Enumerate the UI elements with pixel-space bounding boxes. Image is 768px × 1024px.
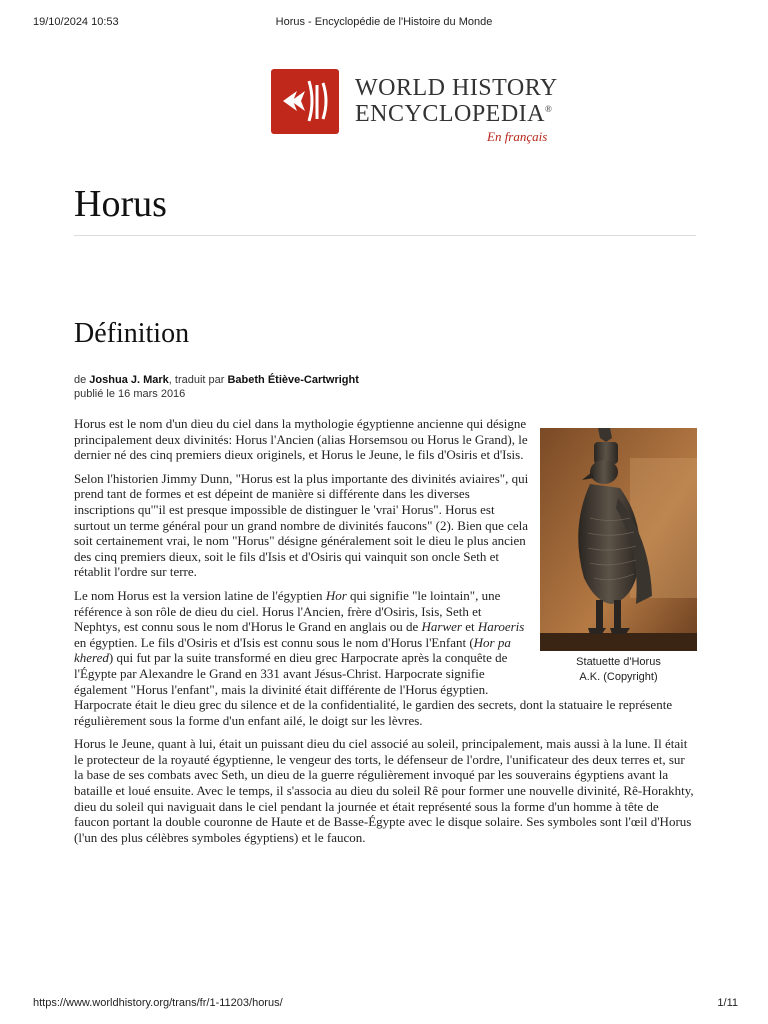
- byline-authors: [74, 373, 359, 387]
- author-link[interactable]: Joshua J. Mark: [89, 374, 169, 386]
- section-heading: Définition: [74, 318, 190, 349]
- paragraph-2: Selon l'historien Jimmy Dunn, "Horus est la plus importante des divinités aviaires", qui prend tant de formes et est dépeint de manière si différente dans les diverses inscriptions qu'"il est presque impossible de distinguer le 'vrai' Horus". Horus est surtout un terme général pour un grand nombre de divinités faucons" (2). Bien que cela soit certainement vrai, le nom "Horus" désigne généralement soit le dieu le plus ancien des cinq premiers dieux, soit le fils d'Isis et d'Osiris qui vainquit son oncle Seth et rétablit l'ordre sur terre.: [74, 470, 529, 580]
- page-url: https://www.worldhistory.org/trans/fr/1-11203/horus/: [33, 997, 283, 1009]
- print-header: [0, 12, 768, 28]
- byline: [74, 373, 359, 401]
- paragraph-3-part-1: Le nom Horus est la version latine de l'égyptien: [74, 587, 326, 603]
- logo-line-2: [355, 101, 552, 128]
- page-number: 1/11: [717, 997, 738, 1009]
- paragraph-3-part-3: et: [461, 619, 478, 635]
- registered-mark: ®: [545, 104, 553, 114]
- paragraph-3: [74, 588, 697, 728]
- article-body: [74, 416, 697, 853]
- caption-title: Statuette d'Horus: [576, 656, 661, 668]
- term-harwer: Harwer: [421, 619, 462, 635]
- whe-logo-icon: [271, 69, 339, 134]
- term-haroeris: Haroeris: [477, 619, 525, 635]
- paragraph-4: Horus le Jeune, quant à lui, était un puissant dieu du ciel associé au soleil, principalement, mais aussi à la lune. Il était le protecteur de la royauté égyptienne, le vengeur des torts, le défenseur de l'ordre, l'unificateur des deux terres et, sur la base de ses combats avec Seth, un dieu de la guerre régulièrement invoqué par les souverains égyptiens avant la bataille et loué ensuite. Avec le temps, il s'associa au dieu du soleil Rê pour former une nouvelle divinité, Rê-Horakhty, dieu du soleil qui naviguait dans le ciel pendant la journée et était représenté sous la forme d'un homme à tête de faucon portant la double couronne de Haute et de Basse-Égypte avec le disque solaire. Ses symboles sont l'œil d'Horus (l'un des plus célèbres symboles égyptiens) et le faucon.: [74, 736, 694, 845]
- page-title: Horus: [74, 183, 167, 225]
- logo-line-2-text: ENCYCLOPEDIA: [355, 101, 545, 127]
- published-date: publié le 16 mars 2016: [74, 388, 186, 400]
- paragraph-3-part-4: en égyptien. Le fils d'Osiris et d'Isis est connu sous le nom d'Horus l'Enfant (: [74, 634, 474, 650]
- translator-link[interactable]: Babeth Étiève-Cartwright: [227, 374, 359, 386]
- print-datetime: 19/10/2024 10:53: [33, 16, 119, 28]
- logo-tagline: En français: [487, 129, 548, 144]
- byline-prefix: de: [74, 374, 90, 386]
- term-hor-pa-khered: Hor pa khered: [74, 634, 511, 666]
- paragraph-1: Horus est le nom d'un dieu du ciel dans la mythologie égyptienne ancienne qui désigne principalement deux divinités: Horus l'Ancien (alias Horsemsou ou Horus le Grand), le dernier né des cinq premiers dieux originels, et Horus le Jeune, le fils d'Osiris et d'Isis.: [74, 416, 528, 463]
- paragraph-3-part-2: qui signifie "le lointain", une référence à son rôle de dieu du ciel. Horus l'Ancien, frère d'Osiris, Isis, Seth et Nephtys, est connu sous le nom d'Horus le Grand en anglais ou de: [74, 587, 501, 635]
- term-hor: Hor: [325, 587, 347, 603]
- print-footer: [0, 993, 768, 1009]
- paragraph-3-part-5: ) qui fut par la suite transformé en dieu grec Harpocrate après la conquête de l'Égypte par Alexandre le Grand en 331 avant Jésus-Christ. Harpocrate signifie également "Horus l'enfant", mais la divinité était différente de l'Horus égyptien. Harpocrate était le dieu grec du silence et de la confidentialité, le gardien des secrets, dont la statuaire le représente régulièrement sous la forme d'un enfant ailé, le doigt sur les lèvres.: [74, 650, 673, 728]
- print-document-title: Horus - Encyclopédie de l'Histoire du Monde: [275, 16, 493, 28]
- logo-line-1: WORLD HISTORY: [355, 75, 558, 101]
- title-divider: [74, 235, 696, 236]
- figure-wrap-spacer: [529, 588, 697, 687]
- site-logo[interactable]: [271, 69, 561, 149]
- translated-by-label: , traduit par: [168, 374, 228, 386]
- caption-credit: A.K. (Copyright): [579, 671, 658, 683]
